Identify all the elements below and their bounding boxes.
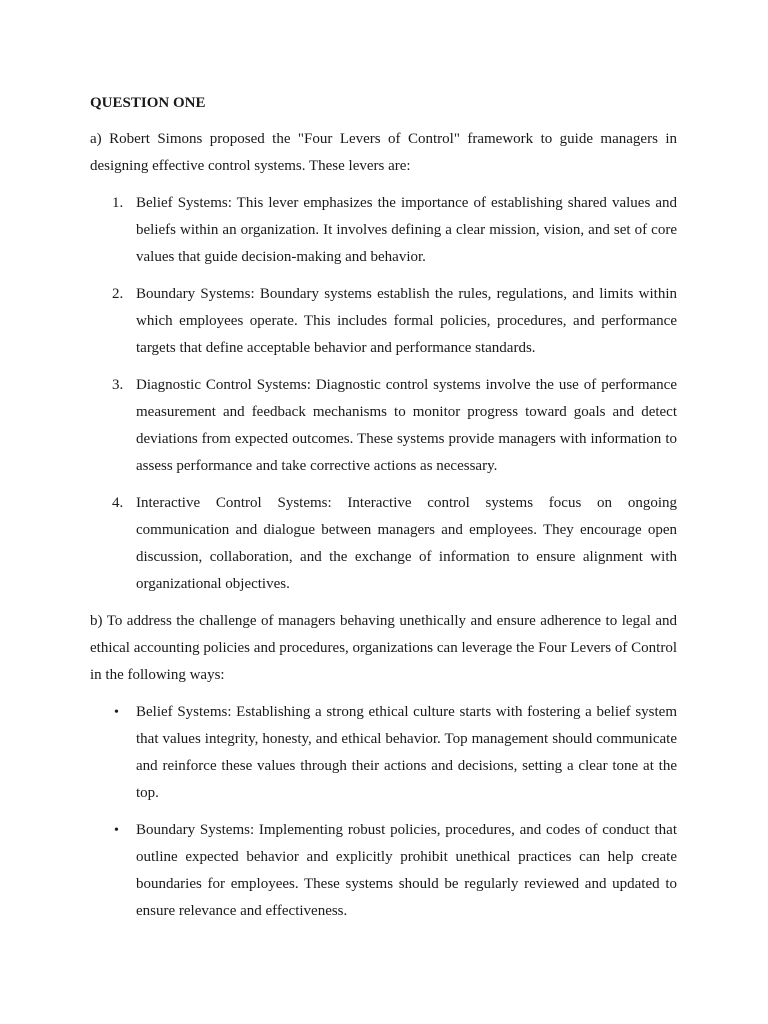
levers-numbered-list xyxy=(90,190,677,598)
list-item-text: Interactive Control Systems: Interactive control systems focus on ongoing communication and dialogue between managers and employees. They encourage open discussion, collaboration, and the exchange of information to ensure alignment with organizational objectives. xyxy=(136,495,677,592)
document-body xyxy=(90,90,677,935)
list-item xyxy=(90,190,677,271)
list-number: 1. xyxy=(112,195,124,211)
question-heading: QUESTION ONE xyxy=(90,95,206,111)
list-item-text: Diagnostic Control Systems: Diagnostic control systems involve the use of performance measurement and feedback mechanisms to monitor progress toward goals and detect deviations from expected outcomes. These systems provide managers with information to assess performance and take corrective actions as necessary. xyxy=(136,377,677,474)
list-item-text: Belief Systems: This lever emphasizes the importance of establishing shared values and beliefs within an organization. It involves defining a clear mission, vision, and set of core values that guide decision-making and behavior. xyxy=(136,195,677,265)
list-item-text: Belief Systems: Establishing a strong ethical culture starts with fostering a belief system that values integrity, honesty, and ethical behavior. Top management should communicate and reinforce these values through their actions and decisions, setting a clear tone at the top. xyxy=(136,704,677,801)
part-a-intro: a) Robert Simons proposed the "Four Levers of Control" framework to guide managers in designing effective control systems. These levers are: xyxy=(90,131,677,174)
bullet-icon: • xyxy=(114,705,119,720)
part-b-intro: b) To address the challenge of managers behaving unethically and ensure adherence to legal and ethical accounting policies and procedures, organizations can leverage the Four Levers of Control in the following ways: xyxy=(90,613,677,683)
list-item xyxy=(90,281,677,362)
bullet-icon: • xyxy=(114,823,119,838)
list-item xyxy=(90,817,677,925)
list-item-text: Boundary Systems: Boundary systems establish the rules, regulations, and limits within which employees operate. This includes formal policies, procedures, and performance targets that define acceptable behavior and performance standards. xyxy=(136,286,677,356)
list-item xyxy=(90,699,677,807)
list-item-text: Boundary Systems: Implementing robust policies, procedures, and codes of conduct that outline expected behavior and explicitly prohibit unethical practices can help create boundaries for employees. These systems should be regularly reviewed and updated to ensure relevance and effectiveness. xyxy=(136,822,677,919)
ethics-bullet-list xyxy=(90,699,677,925)
list-number: 2. xyxy=(112,286,124,302)
list-number: 4. xyxy=(112,495,124,511)
list-item xyxy=(90,490,677,598)
list-item xyxy=(90,372,677,480)
list-number: 3. xyxy=(112,377,124,393)
